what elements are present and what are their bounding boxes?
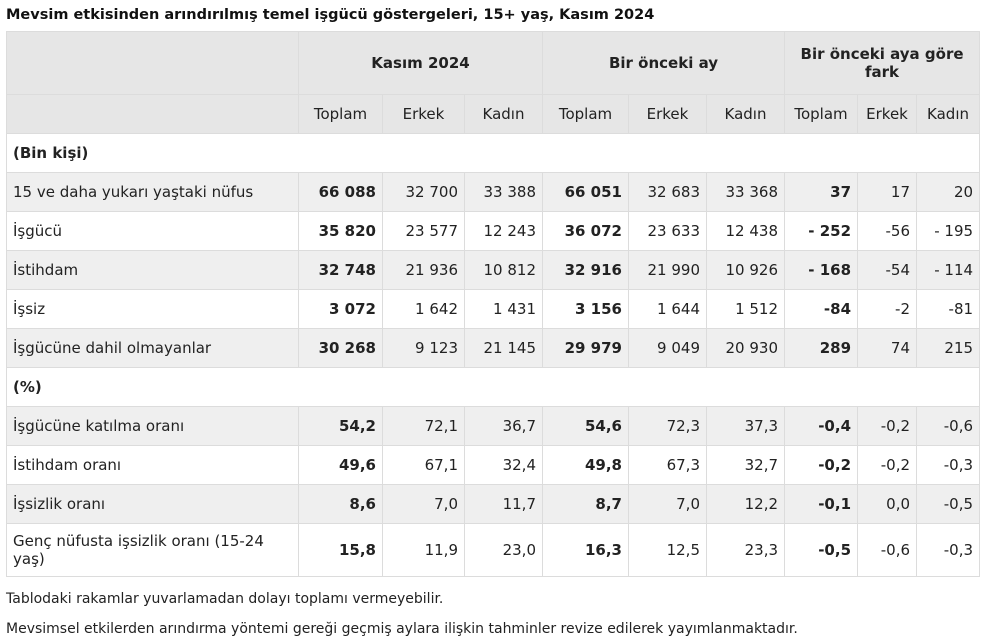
cell-value: 29 979 <box>543 329 629 368</box>
cell-value: -0,3 <box>917 524 980 577</box>
cell-value: 8,6 <box>299 485 383 524</box>
cell-value: -0,2 <box>858 446 917 485</box>
cell-value: - 114 <box>917 251 980 290</box>
cell-value: 49,8 <box>543 446 629 485</box>
cell-value: 20 930 <box>707 329 785 368</box>
cell-value: 33 368 <box>707 173 785 212</box>
cell-value: 8,7 <box>543 485 629 524</box>
col-header: Erkek <box>629 95 707 134</box>
cell-value: 3 072 <box>299 290 383 329</box>
cell-value: 66 051 <box>543 173 629 212</box>
cell-value: 1 642 <box>383 290 465 329</box>
cell-value: - 195 <box>917 212 980 251</box>
group-header-difference: Bir önceki aya göre fark <box>785 32 980 95</box>
cell-value: 37,3 <box>707 407 785 446</box>
cell-value: 1 431 <box>465 290 543 329</box>
cell-value: 35 820 <box>299 212 383 251</box>
header-corner-sub <box>7 95 299 134</box>
cell-value: 0,0 <box>858 485 917 524</box>
cell-value: -0,5 <box>785 524 858 577</box>
cell-value: 23 577 <box>383 212 465 251</box>
cell-value: -0,2 <box>858 407 917 446</box>
table-row <box>7 329 980 368</box>
table-row <box>7 485 980 524</box>
cell-value: -56 <box>858 212 917 251</box>
cell-value: - 168 <box>785 251 858 290</box>
cell-value: 21 145 <box>465 329 543 368</box>
group-header-previous: Bir önceki ay <box>543 32 785 95</box>
table-row <box>7 251 980 290</box>
cell-value: 54,6 <box>543 407 629 446</box>
cell-value: 54,2 <box>299 407 383 446</box>
row-label: İşgücüne dahil olmayanlar <box>7 329 299 368</box>
cell-value: 23,3 <box>707 524 785 577</box>
cell-value: 12,2 <box>707 485 785 524</box>
cell-value: -0,2 <box>785 446 858 485</box>
row-label: İstihdam oranı <box>7 446 299 485</box>
cell-value: 32,4 <box>465 446 543 485</box>
cell-value: 7,0 <box>629 485 707 524</box>
cell-value: 16,3 <box>543 524 629 577</box>
cell-value: 72,1 <box>383 407 465 446</box>
cell-value: 12 243 <box>465 212 543 251</box>
cell-value: 9 049 <box>629 329 707 368</box>
col-header: Toplam <box>299 95 383 134</box>
cell-value: -0,6 <box>858 524 917 577</box>
cell-value: 49,6 <box>299 446 383 485</box>
cell-value: -0,5 <box>917 485 980 524</box>
cell-value: 15,8 <box>299 524 383 577</box>
cell-value: 23 633 <box>629 212 707 251</box>
cell-value: 66 088 <box>299 173 383 212</box>
cell-value: 32 683 <box>629 173 707 212</box>
col-header: Toplam <box>785 95 858 134</box>
col-header: Erkek <box>383 95 465 134</box>
table-row <box>7 290 980 329</box>
table-row <box>7 446 980 485</box>
cell-value: 74 <box>858 329 917 368</box>
row-label: İşgücüne katılma oranı <box>7 407 299 446</box>
table-row <box>7 212 980 251</box>
cell-value: -81 <box>917 290 980 329</box>
footnote-seasonal: Mevsimsel etkilerden arındırma yöntemi gereği geçmiş aylara ilişkin tahminler revize edilerek yayımlanmaktadır. <box>6 621 798 637</box>
cell-value: -0,1 <box>785 485 858 524</box>
row-label: İşgücü <box>7 212 299 251</box>
cell-value: 72,3 <box>629 407 707 446</box>
cell-value: 32 700 <box>383 173 465 212</box>
row-label: İstihdam <box>7 251 299 290</box>
cell-value: 37 <box>785 173 858 212</box>
cell-value: 23,0 <box>465 524 543 577</box>
cell-value: 7,0 <box>383 485 465 524</box>
cell-value: 20 <box>917 173 980 212</box>
cell-value: 17 <box>858 173 917 212</box>
table-row <box>7 173 980 212</box>
cell-value: 12 438 <box>707 212 785 251</box>
section-label-percent: (%) <box>7 368 980 407</box>
col-header: Toplam <box>543 95 629 134</box>
cell-value: 1 644 <box>629 290 707 329</box>
cell-value: 12,5 <box>629 524 707 577</box>
cell-value: 11,9 <box>383 524 465 577</box>
cell-value: 32 748 <box>299 251 383 290</box>
cell-value: 36 072 <box>543 212 629 251</box>
cell-value: 10 926 <box>707 251 785 290</box>
col-header: Erkek <box>858 95 917 134</box>
section-label-thousands: (Bin kişi) <box>7 134 980 173</box>
row-label: Genç nüfusta işsizlik oranı (15-24 yaş) <box>7 524 299 577</box>
group-header-current: Kasım 2024 <box>299 32 543 95</box>
col-header: Kadın <box>707 95 785 134</box>
cell-value: - 252 <box>785 212 858 251</box>
cell-value: -54 <box>858 251 917 290</box>
cell-value: -0,6 <box>917 407 980 446</box>
header-corner <box>7 32 299 95</box>
cell-value: 11,7 <box>465 485 543 524</box>
cell-value: 9 123 <box>383 329 465 368</box>
col-header: Kadın <box>465 95 543 134</box>
cell-value: 289 <box>785 329 858 368</box>
row-label: 15 ve daha yukarı yaştaki nüfus <box>7 173 299 212</box>
cell-value: 30 268 <box>299 329 383 368</box>
labour-force-table <box>6 31 980 577</box>
cell-value: -2 <box>858 290 917 329</box>
col-header: Kadın <box>917 95 980 134</box>
cell-value: -0,3 <box>917 446 980 485</box>
table-row <box>7 407 980 446</box>
cell-value: 21 990 <box>629 251 707 290</box>
row-label: İşsizlik oranı <box>7 485 299 524</box>
cell-value: -84 <box>785 290 858 329</box>
table-row <box>7 524 980 577</box>
section-row <box>7 368 980 407</box>
cell-value: 10 812 <box>465 251 543 290</box>
cell-value: 21 936 <box>383 251 465 290</box>
cell-value: 32,7 <box>707 446 785 485</box>
cell-value: 67,1 <box>383 446 465 485</box>
cell-value: 3 156 <box>543 290 629 329</box>
cell-value: 36,7 <box>465 407 543 446</box>
table-title: Mevsim etkisinden arındırılmış temel işgücü göstergeleri, 15+ yaş, Kasım 2024 <box>6 7 655 23</box>
cell-value: -0,4 <box>785 407 858 446</box>
cell-value: 33 388 <box>465 173 543 212</box>
row-label: İşsiz <box>7 290 299 329</box>
footnote-rounding: Tablodaki rakamlar yuvarlamadan dolayı toplamı vermeyebilir. <box>6 591 444 607</box>
cell-value: 67,3 <box>629 446 707 485</box>
cell-value: 215 <box>917 329 980 368</box>
section-row <box>7 134 980 173</box>
cell-value: 32 916 <box>543 251 629 290</box>
cell-value: 1 512 <box>707 290 785 329</box>
